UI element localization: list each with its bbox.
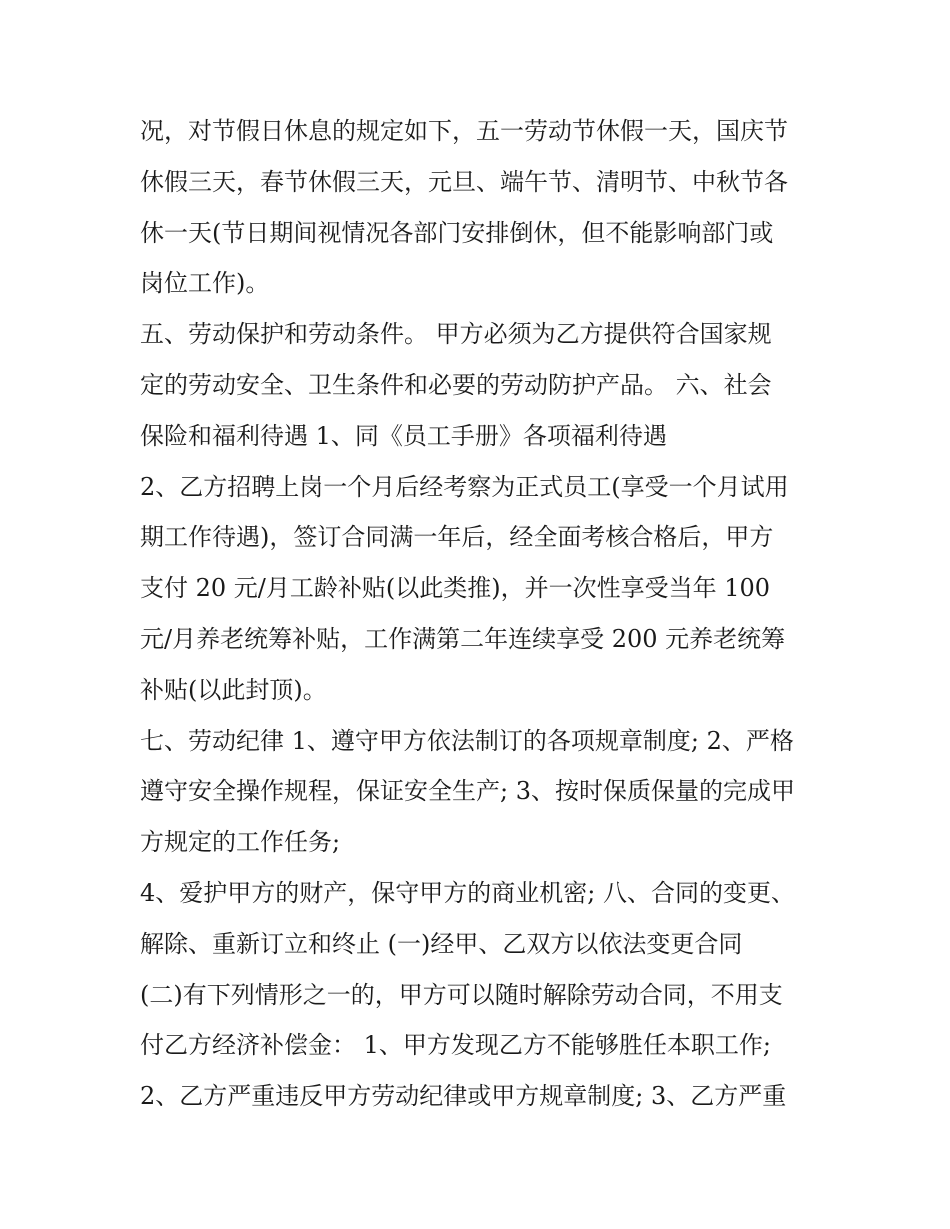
- text-line: 遵守安全操作规程，保证安全生产; 3、按时保质保量的完成甲: [140, 777, 795, 806]
- text-line: 付乙方经济补偿金： 1、甲方发现乙方不能够胜任本职工作;: [140, 1031, 771, 1060]
- text-line: 4、爱护甲方的财产，保守甲方的商业机密; 八、合同的变更、: [140, 878, 795, 907]
- text-line: 定的劳动安全、卫生条件和必要的劳动防护产品。 六、社会: [140, 370, 772, 399]
- text-line: 七、劳动纪律 1、遵守甲方依法制订的各项规章制度; 2、严格: [140, 726, 794, 755]
- text-line: 支付 20 元/月工龄补贴(以此类推)，并一次性享受当年 100: [140, 574, 771, 603]
- text-line: 休假三天，春节休假三天，元旦、端午节、清明节、中秋节各: [140, 167, 788, 196]
- text-line: 元/月养老统筹补贴，工作满第二年连续享受 200 元养老统筹: [140, 624, 786, 653]
- text-line: 况，对节假日休息的规定如下，五一劳动节休假一天，国庆节: [140, 117, 788, 145]
- text-line: 保险和福利待遇 1、同《员工手册》各项福利待遇: [140, 421, 667, 450]
- text-line: 解除、重新订立和终止 (一)经甲、乙双方以依法变更合同: [140, 929, 743, 958]
- text-line: 补贴(以此封顶)。: [140, 675, 327, 704]
- document-body: [140, 106, 820, 1122]
- text-line: 2、乙方严重违反甲方劳动纪律或甲方规章制度; 3、乙方严重: [140, 1082, 787, 1111]
- text-line: 2、乙方招聘上岗一个月后经考察为正式员工(享受一个月试用: [140, 472, 789, 501]
- text-line: 方规定的工作任务;: [140, 828, 341, 857]
- text-line: 岗位工作)。: [140, 269, 270, 298]
- text-line: (二)有下列情形之一的，甲方可以随时解除劳动合同，不用支: [140, 980, 783, 1009]
- text-line: 五、劳动保护和劳动条件。 甲方必须为乙方提供符合国家规: [140, 320, 772, 349]
- text-line: 期工作待遇)，签订合同满一年后，经全面考核合格后，甲方: [140, 523, 774, 552]
- text-line: 休一天(节日期间视情况各部门安排倒休，但不能影响部门或: [140, 218, 774, 247]
